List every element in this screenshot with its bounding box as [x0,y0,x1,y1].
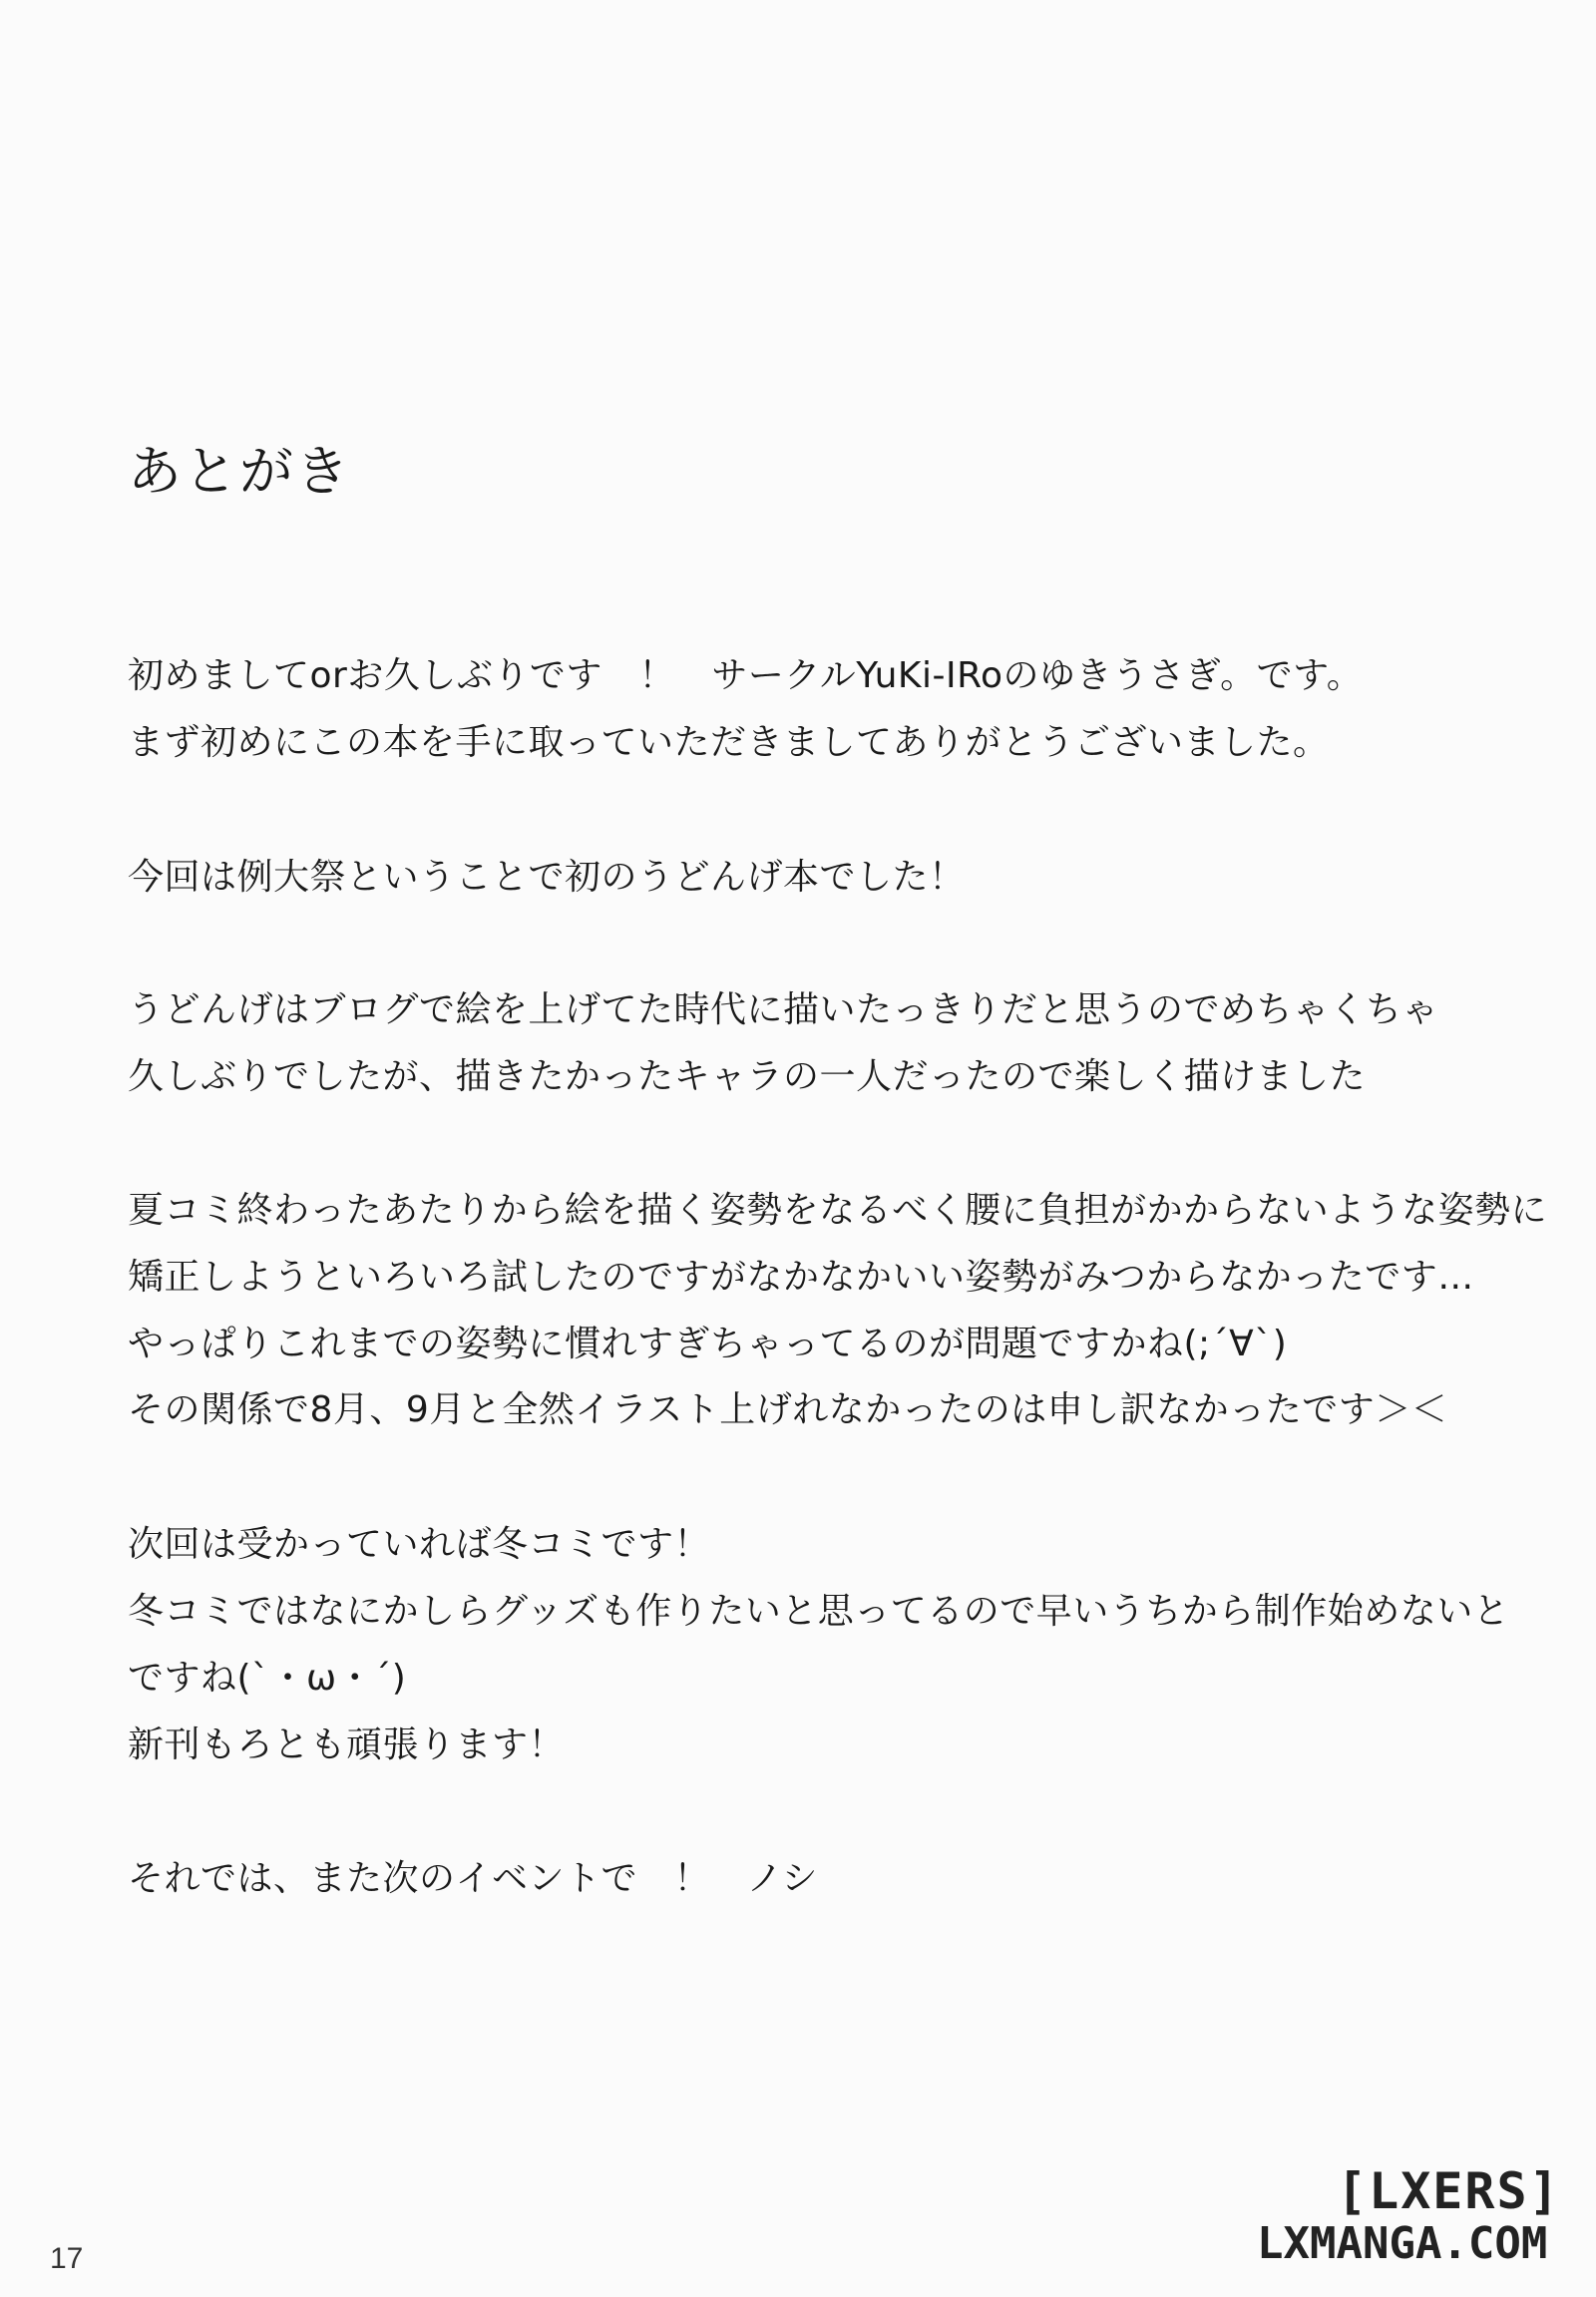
text-line: 夏コミ終わったあたりから絵を描く姿勢をなるべく腰に負担がかからないような姿勢に [128,1190,1548,1231]
page-title: あとがき [128,440,351,503]
text-line: 冬コミではなにかしらグッズも作りたいと思ってるので早いうちから制作始めないと [128,1591,1510,1632]
text-line: それでは、また次のイベントで ！ ノシ [128,1858,819,1899]
text-line: 今回は例大祭ということで初のうどんげ本でした！ [128,857,966,898]
text-line: うどんげはブログで絵を上げてた時代に描いたっきりだと思うのでめちゃくちゃ [128,989,1439,1030]
text-line: 新刊もろとも頑張ります！ [128,1724,566,1765]
watermark-group-name: [LXERS] [1337,2162,1561,2220]
text-line: 久しぶりでしたが、描きたかったキャラの一人だったので楽しく描けました [128,1056,1367,1097]
text-line: 矯正しようといろいろ試したのですがなかなかいい姿勢がみつからなかったです… [128,1257,1474,1298]
page-number: 17 [50,2242,84,2275]
watermark-site-url: LXMANGA.COM [1257,2218,1548,2269]
text-line: まず初めにこの本を手に取っていただきましてありがとうございました。 [128,722,1330,763]
site-watermark [1257,2162,1576,2269]
text-line: やっぱりこれまでの姿勢に慣れすぎちゃってるのが問題ですかね(;´∀`) [128,1324,1288,1364]
text-line: ですね(`・ω・´) [128,1658,407,1699]
text-line: 次回は受かっていれば冬コミです！ [128,1524,711,1565]
text-line: 初めましてorお久しぶりです ！ サークルYuKi-IRoのゆきうさぎ。です。 [128,655,1364,696]
text-line: その関係で8月、9月と全然イラスト上げれなかったのは申し訳なかったです＞＜ [128,1389,1448,1430]
